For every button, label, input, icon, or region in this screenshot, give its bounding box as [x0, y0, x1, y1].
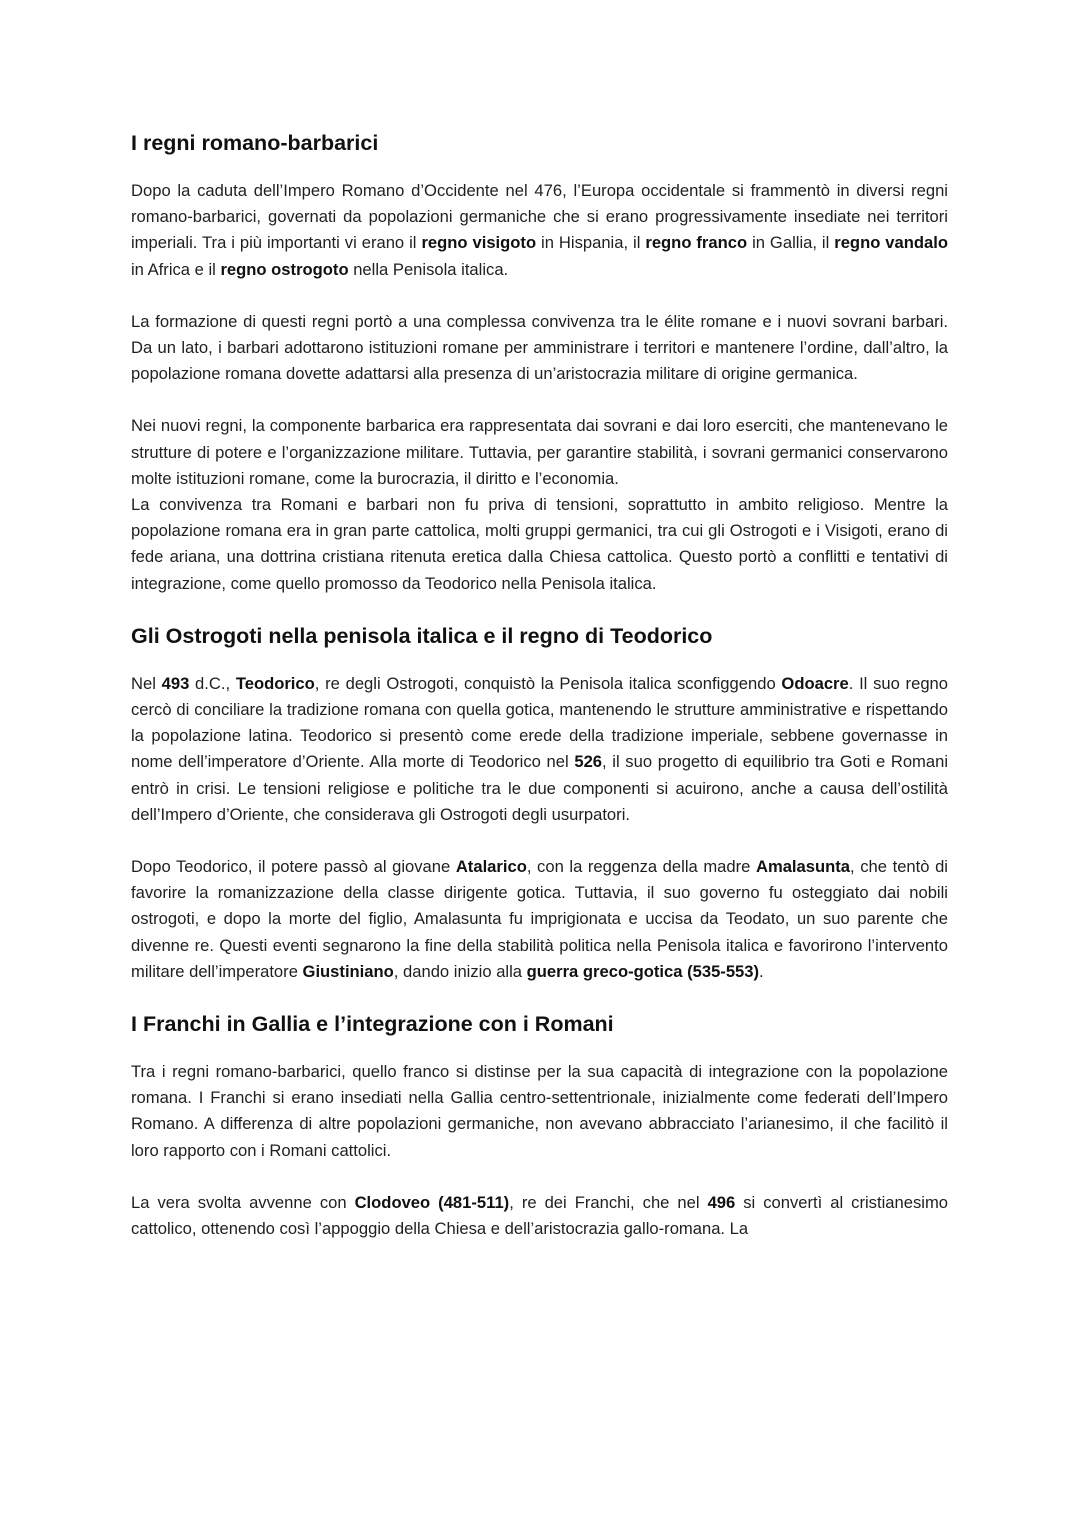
- paragraph: [131, 178, 948, 283]
- paragraph: [131, 1190, 948, 1242]
- text-run: nella Penisola italica.: [348, 259, 509, 279]
- text-run: , con la reggenza della madre: [526, 857, 756, 877]
- bold-term: 496: [707, 1192, 736, 1212]
- paragraph: [131, 854, 948, 985]
- bold-term: Clodoveo (481-511): [354, 1192, 510, 1212]
- text-run: , il suo progetto di equilibrio tra Goti e Romani entrò in crisi. Le tensioni religiose e politiche tra le due componenti si acuirono, anche a causa dell’ostilità dell’Impero d’Oriente, che considerava gli Ostrogoti degli usurpatori.: [131, 752, 949, 824]
- bold-term: 526: [574, 752, 603, 772]
- bold-term: 493: [161, 673, 190, 693]
- paragraph: [131, 671, 948, 828]
- bold-term: regno vandalo: [834, 233, 948, 253]
- bold-term: guerra greco-gotica (535-553): [526, 961, 760, 981]
- bold-term: Odoacre: [781, 673, 849, 693]
- bold-term: regno ostrogoto: [220, 259, 349, 279]
- paragraph: [131, 492, 948, 597]
- text-run: .: [759, 961, 764, 981]
- paragraph: [131, 413, 948, 492]
- bold-term: Giustiniano: [302, 961, 394, 981]
- text-run: . Il suo regno cercò di conciliare la tradizione romana con quella gotica, mantenendo le strutture amministrative e rispettando la popolazione latina. Teodorico si presentò come erede della tradizione imperiale, sebbene governasse in nome dell’imperatore d’Oriente. Alla morte di Teodorico nel: [131, 673, 949, 772]
- text-run: in Hispania, il: [536, 233, 646, 253]
- bold-term: Teodorico: [235, 673, 315, 693]
- text-run: in Gallia, il: [747, 233, 835, 253]
- text-run: Tra i regni romano-barbarici, quello franco si distinse per la sua capacità di integrazione con la popolazione romana. I Franchi si erano insediati nella Gallia centro-settentrionale, inizialmente come federati dell’Impero Romano. A differenza di altre popolazioni germaniche, non avevano abbracciato l’arianesimo, il che facilitò il loro rapporto con i Romani cattolici.: [131, 1062, 948, 1160]
- paragraph: [131, 309, 948, 388]
- text-run: Nei nuovi regni, la componente barbarica era rappresentata dai sovrani e dai loro eserciti, che mantenevano le strutture di potere e l’organizzazione militare. Tuttavia, per garantire stabilità, i sovrani germanici conservarono molte istituzioni romane, come la burocrazia, il diritto e l’economia.: [131, 416, 948, 488]
- text-run: in Africa e il: [131, 259, 221, 279]
- text-run: si convertì al cristianesimo cattolico, ottenendo così l’appoggio della Chiesa e dell’aristocrazia gallo-romana. La: [131, 1192, 948, 1239]
- text-run: La formazione di questi regni portò a una complessa convivenza tra le élite romane e i nuovi sovrani barbari. Da un lato, i barbari adottarono istituzioni romane per amministrare i territori e mantenere l’ordine, dall’altro, la popolazione romana dovette adattarsi alla presenza di un’aristocrazia militare di origine germanica.: [131, 311, 948, 384]
- bold-term: Atalarico: [455, 857, 527, 877]
- text-run: Dopo Teodorico, il potere passò al giovane: [131, 857, 456, 877]
- document-page: [131, 128, 948, 1242]
- text-run: , dando inizio alla: [393, 961, 527, 981]
- paragraph: [131, 1059, 948, 1164]
- bold-term: regno visigoto: [421, 233, 537, 253]
- text-run: Nel: [131, 673, 162, 693]
- text-run: Dopo la caduta dell’Impero Romano d’Occidente nel 476, l’Europa occidentale si frammentò in diversi regni romano-barbarici, governati da popolazioni germaniche che si erano progressivamente insediate nei territori imperiali. Tra i più importanti vi erano il: [131, 181, 948, 253]
- text-run: La convivenza tra Romani e barbari non fu priva di tensioni, soprattutto in ambito religioso. Mentre la popolazione romana era in gran parte cattolica, molti gruppi germanici, tra cui gli Ostrogoti e i Visigoti, erano di fede ariana, una dottrina cristiana ritenuta eretica dalla Chiesa cattolica. Questo portò a conflitti e tentativi di integrazione, come quello promosso da Teodorico nella Penisola italica.: [131, 495, 948, 593]
- text-run: d.C.,: [189, 673, 236, 693]
- text-run: , che tentò di favorire la romanizzazione della classe dirigente gotica. Tuttavia, il suo governo fu osteggiato dai nobili ostrogoti, e dopo la morte del figlio, Amalasunta fu imprigionata e uccisa da Teodato, un suo parente che divenne re. Questi eventi segnarono la fine della stabilità politica nella Penisola italica e favorirono l’intervento militare dell’imperatore: [131, 857, 948, 981]
- section-title-ostrogoti: Gli Ostrogoti nella penisola italica e il regno di Teodorico: [131, 623, 713, 648]
- text-run: , re degli Ostrogoti, conquistò la Penisola italica sconfiggendo: [314, 673, 782, 693]
- section-title-franchi: I Franchi in Gallia e l’integrazione con i Romani: [131, 1012, 614, 1037]
- section-title-regni-romano-barbarici: I regni romano-barbarici: [131, 131, 379, 155]
- bold-term: regno franco: [645, 233, 748, 253]
- bold-term: Amalasunta: [755, 857, 851, 877]
- text-run: La vera svolta avvenne con: [131, 1192, 355, 1212]
- text-run: , re dei Franchi, che nel: [509, 1192, 708, 1212]
